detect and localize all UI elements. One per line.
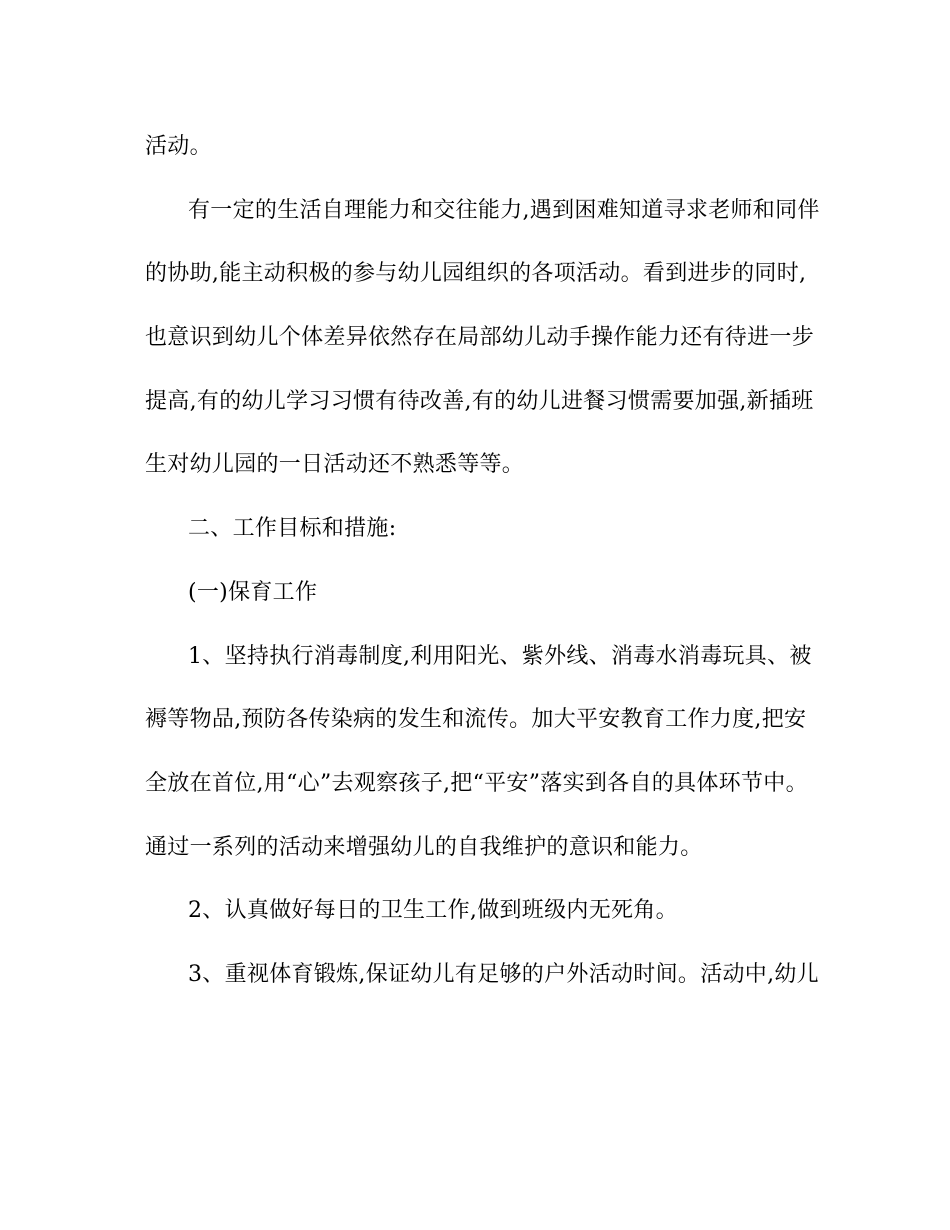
text-line: 的协助,能主动积极的参与幼儿园组织的各项活动。看到进步的同时,	[145, 261, 807, 287]
text-line: 全放在首位,用“心”去观察孩子,把“平安”落实到各自的具体环节中。	[145, 770, 808, 796]
text-line: 生对幼儿园的一日活动还不熟悉等等。	[145, 452, 525, 478]
text-line: 提高,有的幼儿学习习惯有待改善,有的幼儿进餐习惯需要加强,新插班	[145, 388, 814, 414]
text-line: 褥等物品,预防各传染病的发生和流传。加大平安教育工作力度,把安	[145, 707, 807, 733]
text-line: 通过一系列的活动来增强幼儿的自我维护的意识和能力。	[145, 834, 703, 860]
section-heading: 二、工作目标和措施:	[188, 516, 397, 542]
document-body	[145, 115, 820, 1007]
text-line: 活动。	[145, 134, 212, 159]
text-line: 2、认真做好每日的卫生工作,做到班级内无死角。	[188, 898, 678, 924]
subsection-heading: (一)保育工作	[188, 579, 318, 605]
text-line: 1、坚持执行消毒制度,利用阳光、紫外线、消毒水消毒玩具、被	[188, 643, 812, 669]
text-line: 3、重视体育锻炼,保证幼儿有足够的户外活动时间。活动中,幼儿	[188, 961, 819, 987]
text-line: 也意识到幼儿个体差异依然存在局部幼儿动手操作能力还有待进一步	[145, 325, 815, 351]
text-line: 有一定的生活自理能力和交往能力,遇到困难知道寻求老师和同伴	[188, 197, 820, 223]
